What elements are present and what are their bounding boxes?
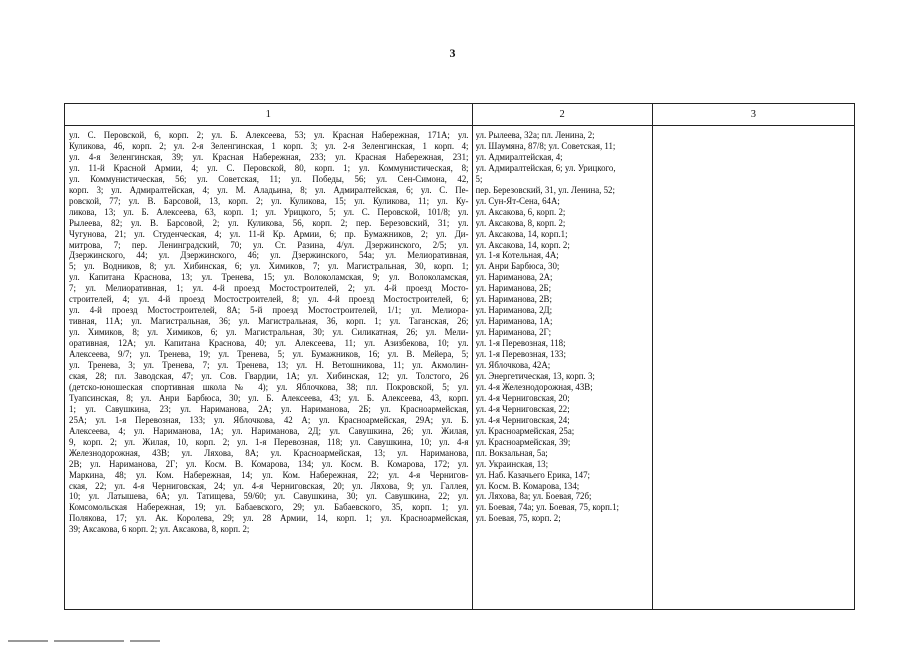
- text-line: ул. Аксакова, 14, корп.1;: [475, 228, 568, 239]
- text-line: ул. Анри Барбюса, 30;: [475, 261, 560, 272]
- text-line: ул. Энергетическая, 13, корп. 3;: [475, 370, 595, 381]
- scan-artifact-line: [8, 632, 168, 636]
- text-line: ул. Нариманова, 2В;: [475, 294, 552, 305]
- text-line: ул. Нариманова, 1А;: [475, 316, 553, 327]
- text-line: Чугунова, 21; ул. Студенческая, 4; ул. 11-й Кр. Армии, 6; пр. Бумажников, 2; ул. Ди-: [69, 228, 469, 239]
- text-line: ул. Украинская, 13;: [475, 458, 549, 469]
- text-line: Туапсинская, 8; ул. Анри Барбюса, 30; ул. Б. Алексеева, 43; ул. Б. Алексеева, 43, корп.: [69, 392, 469, 403]
- text-line: ская, 22; ул. 4-я Черниговская, 24; ул. 4-я Черниговская, 20; ул. Ляхова, 9; ул. Галлея,: [69, 480, 469, 491]
- text-line: 2В; ул. Нариманова, 2Г; ул. Косм. В. Комарова, 134; ул. Косм. В. Комарова, 172; ул.: [69, 458, 469, 469]
- text-line: Алексеева, 9/7; ул. Тренева, 19; ул. Тренева, 5; ул. Бумажников, 16; ул. В. Мейера, 5;: [69, 349, 469, 360]
- addresses-cell-col2: [472, 126, 652, 610]
- text-line: Куликова, 46, корп. 2; ул. 2-я Зеленгинская, 1 корп. 3; ул. 2-я Зеленгинская, 1 корп. 4;: [69, 140, 469, 151]
- text-line: ул. Адмиралтейская, 4;: [475, 151, 563, 162]
- text-line: 7; ул. Мелиоративная, 1; ул. 4-й проезд Мостостроителей, 2; ул. 4-й проезд Мосто-: [69, 283, 469, 294]
- column-header-2: 2: [472, 104, 652, 126]
- text-line: 5;: [475, 173, 483, 184]
- text-line: ул. Химиков, 8; ул. Химиков, 6; ул. Магистральная, 30; ул. Силикатная, 26; ул. Мели-: [69, 327, 469, 338]
- text-line: ул. С. Перовской, 6, корп. 2; ул. Б. Алексеева, 53; ул. Красная Набережная, 171А; ул.: [69, 130, 469, 140]
- text-line: ул. Шаумяна, 87/8; ул. Советская, 11;: [475, 140, 616, 151]
- text-line: ул. 1-я Перевозная, 133;: [475, 349, 566, 360]
- text-line: ул. 1-я Перевозная, 118;: [475, 338, 566, 349]
- text-line: пл. Вокзальная, 5а;: [475, 447, 548, 458]
- text-line: ул. Сун-Ят-Сена, 64А;: [475, 195, 560, 206]
- text-line: ул. 4-я Черниговская, 24;: [475, 414, 570, 425]
- text-line: ул. Красноармейская, 25а;: [475, 425, 575, 436]
- table-header-row: [65, 104, 855, 126]
- addresses-cell-col1: [65, 126, 473, 610]
- text-line: ул. Рылеева, 32а; пл. Ленина, 2;: [475, 130, 595, 140]
- text-line: ул. Аксакова, 8, корп. 2;: [475, 217, 566, 228]
- text-line: ул. Ляхова, 8а; ул. Боевая, 72б;: [475, 491, 592, 502]
- text-line: 10; ул. Латышева, 6А; ул. Татищева, 59/60; ул. Савушкина, 30; ул. Савушкина, 22; ул.: [69, 491, 469, 502]
- text-line: (детско-юношеская спортивная школа № 4); ул. Яблочкова, 38; пл. Покровской, 5; ул.: [69, 381, 469, 392]
- text-line: ул. 4-й проезд Мостостроителей, 8А; 5-й проезд Мостостроителей, 1/1; ул. Мелиора-: [69, 305, 469, 316]
- text-line: ул. Наб. Казачьего Ерика, 147;: [475, 469, 591, 480]
- text-line: Алексеева, 4; ул. Нариманова, 1А; ул. Нариманова, 2Д; ул. Савушкина, 26; ул. Жилая,: [69, 425, 469, 436]
- text-line: 25А; ул. 1-я Перевозная, 133; ул. Яблочкова, 42 А; ул. Красноармейская, 29А; ул. Б.: [69, 414, 469, 425]
- text-line: 5; ул. Водников, 8; ул. Хибинская, 6; ул. Химиков, 7; ул. Магистральная, 30, корп. 1;: [69, 261, 469, 272]
- text-line: митрова, 7; пер. Ленинградский, 70; ул. Ст. Разина, 4/ул. Дзержинского, 2/5; ул.: [69, 239, 469, 250]
- table-row: [65, 126, 855, 610]
- text-line: ровской, 77; ул. В. Барсовой, 13, корп. 2; ул. Куликова, 15; ул. Куликова, 11; ул. Ку-: [69, 195, 469, 206]
- text-line: ул. Наримановa, 2А;: [475, 272, 553, 283]
- text-line: 9, корп. 2; ул. Жилая, 10, корп. 2; ул. 1-я Перевозная, 118; ул. Савушкина, 10; ул. 4-я: [69, 436, 469, 447]
- text-line: корп. 3; ул. Адмиралтейская, 4; ул. М. Аладьина, 8; ул. Адмиралтейская, 6; ул. С. Пе-: [69, 184, 469, 195]
- text-line: строителей, 4; ул. 4-й проезд Мостостроителей, 8; ул. 4-й проезд Мостостроителей, 6;: [69, 294, 469, 305]
- text-line: ул. Аксакова, 6, корп. 2;: [475, 206, 566, 217]
- text-line: ул. Адмиралтейская, 6; ул. Урицкого,: [475, 162, 616, 173]
- text-line: Железнодорожная, 43В; ул. Ляхова, 8А; ул. Красноармейская, 13; ул. Нариманова,: [69, 447, 469, 458]
- text-line: ликова, 13; ул. Б. Алексеева, 63, корп. 1; ул. Урицкого, 5; ул. С. Перовской, 101/8; ул.: [69, 206, 469, 217]
- text-line: ул. Косм. В. Комарова, 134;: [475, 480, 580, 491]
- text-line: оративная, 12А; ул. Капитана Краснова, 40; ул. Алексеева, 11; ул. Азизбекова, 10; ул.: [69, 338, 469, 349]
- text-line: ул. Нариманова, 2Д;: [475, 305, 553, 316]
- text-line: 39; Аксакова, 6 корп. 2; ул. Аксакова, 8, корп. 2;: [69, 524, 250, 535]
- text-line: Комсомольская Набережная, 19; ул. Бабаевского, 29; ул. Бабаевского, 35, корп. 1; ул.: [69, 502, 469, 513]
- text-line: ул. Боевая, 74а; ул. Боевая, 75, корп.1;: [475, 502, 619, 513]
- text-line: ул. Красноармейская, 39;: [475, 436, 571, 447]
- column-header-1: 1: [65, 104, 473, 126]
- text-line: ская, 28; пл. Заводская, 47; ул. Сов. Гвардии, 1А; ул. Хибинская, 12; ул. Толстого, 26: [69, 370, 469, 381]
- text-line: тивная, 11А; ул. Магистральная, 36; ул. Магистральная, 36, корп. 1; ул. Таганская, 26;: [69, 316, 469, 327]
- text-line: ул. Боевая, 75, корп. 2;: [475, 513, 561, 524]
- text-line: ул. 4-я Черниговская, 22;: [475, 403, 570, 414]
- text-line: ул. Аксакова, 14, корп. 2;: [475, 239, 570, 250]
- text-line: Дзержинского, 44; ул. Дзержинского, 46; ул. Дзержинского, 54а; ул. Мелиоративная,: [69, 250, 469, 261]
- text-line: ул. Нариманова, 2Г;: [475, 327, 552, 338]
- text-line: Рылеева, 82; ул. В. Барсовой, 2; ул. Куликова, 56, корп. 2; пер. Березовский, 31; ул.: [69, 217, 469, 228]
- text-line: ул. 1-я Котельная, 4А;: [475, 250, 559, 261]
- addresses-cell-col3: [652, 126, 854, 610]
- column-header-3: 3: [652, 104, 854, 126]
- text-line: ул. Капитана Краснова, 13; ул. Тренева, 15; ул. Волоколамская, 9; ул. Волоколамская,: [69, 272, 469, 283]
- text-line: пер. Березовский, 31, ул. Ленина, 52;: [475, 184, 615, 195]
- text-line: ул. 4-я Черниговская, 20;: [475, 392, 570, 403]
- text-line: ул. 4-я Железнодорожная, 43В;: [475, 381, 593, 392]
- text-line: ул. Коммунистическая, 56; ул. Советская, 11; ул. Победы, 56; ул. Сен-Симона, 42,: [69, 173, 469, 184]
- address-table: [64, 103, 855, 610]
- text-line: 1; ул. Савушкина, 23; ул. Наримановa, 2А; ул. Наримановa, 2Б; ул. Красноармейская,: [69, 403, 469, 414]
- text-line: ул. Тренева, 3; ул. Тренева, 7; ул. Тренева, 13; ул. Н. Ветошникова, 11; ул. Акмолин-: [69, 360, 469, 371]
- text-line: ул. Яблочкова, 42А;: [475, 360, 551, 371]
- text-line: Маркина, 48; ул. Ком. Набережная, 14; ул. Ком. Набережная, 22; ул. 4-я Чернигов-: [69, 469, 469, 480]
- text-line: ул. Нариманова, 2Б;: [475, 283, 552, 294]
- text-line: Полякова, 17; ул. Ак. Королева, 29; ул. 28 Армии, 14, корп. 1; ул. Красноармейская,: [69, 513, 469, 524]
- text-line: ул. 11-й Красной Армии, 4; ул. С. Перовской, 80, корп. 1; ул. Коммунистическая, 8;: [69, 162, 469, 173]
- page-number: 3: [449, 46, 456, 60]
- text-line: ул. 4-я Зеленгинская, 39; ул. Красная Набережная, 233; ул. Красная Набережная, 231;: [69, 151, 469, 162]
